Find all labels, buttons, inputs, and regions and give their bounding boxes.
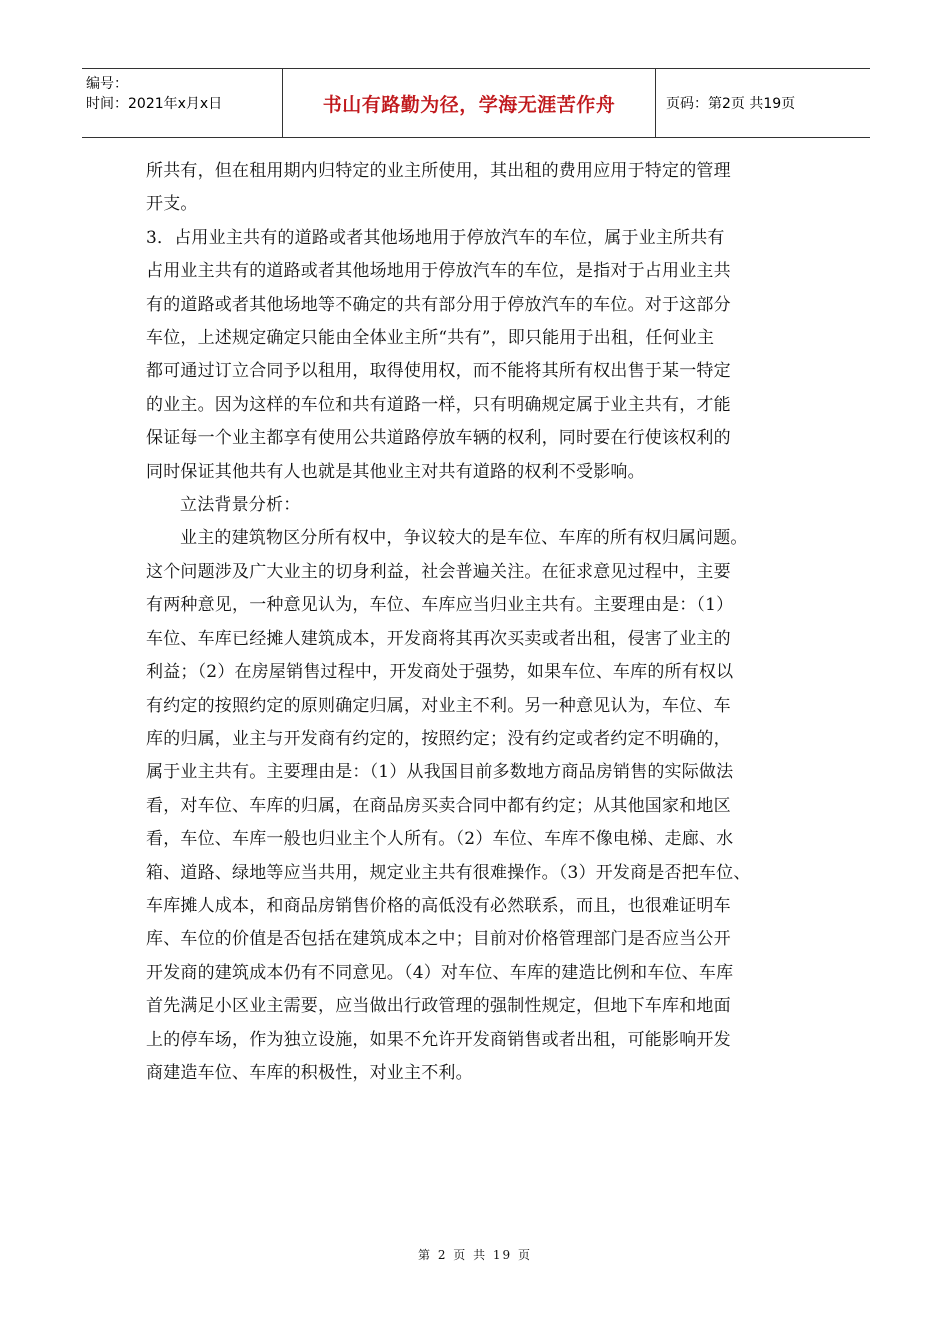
text-line: 车位，上述规定确定只能由全体业主所“共有”，即只能用于出租，任何业主 [146, 328, 715, 349]
page-header [82, 68, 870, 138]
page-footer: 第 2 页 共 19 页 [418, 1248, 532, 1262]
document-number-label: 编号： [86, 76, 128, 92]
text-line: 车库摊人成本，和商品房销售价格的高低没有必然联系，而且，也很难证明车 [146, 895, 731, 916]
text-line: 占用业主共有的道路或者其他场地用于停放汽车的车位，是指对于占用业主共 [146, 261, 731, 282]
text-line: 同时保证其他共有人也就是其他业主对共有道路的权利不受影响。 [146, 461, 645, 482]
text-line: 库的归属，业主与开发商有约定的，按照约定；没有约定或者约定不明确的， [146, 728, 731, 749]
text-line: 有两种意见，一种意见认为，车位、车库应当归业主共有。主要理由是：（1） [146, 595, 734, 616]
text-line: 商建造车位、车库的积极性，对业主不利。 [146, 1062, 473, 1083]
text-line: 业主的建筑物区分所有权中，争议较大的是车位、车库的所有权归属问题。 [180, 528, 748, 549]
text-line: 保证每一个业主都享有使用公共道路停放车辆的权利，同时要在行使该权利的 [146, 428, 731, 449]
text-line: 有的道路或者其他场地等不确定的共有部分用于停放汽车的车位。对于这部分 [146, 294, 731, 315]
header-motto: 书山有路勤为径，学海无涯苦作舟 [282, 69, 656, 137]
text-line: 所共有，但在租用期内归特定的业主所使用，其出租的费用应用于特定的管理 [146, 161, 731, 181]
text-line: 首先满足小区业主需要，应当做出行政管理的强制性规定，但地下车库和地面 [146, 996, 731, 1017]
document-time-label: 时间：2021年x月x日 [86, 96, 223, 112]
text-line: 有约定的按照约定的原则确定归属，对业主不利。另一种意见认为，车位、车 [146, 695, 731, 716]
text-line: 上的停车场，作为独立设施，如果不允许开发商销售或者出租，可能影响开发 [146, 1029, 731, 1050]
text-line: 库、车位的价值是否包括在建筑成本之中；目前对价格管理部门是否应当公开 [146, 929, 731, 950]
document-body [146, 155, 826, 1090]
text-line: 这个问题涉及广大业主的切身利益，社会普遍关注。在征求意见过程中，主要 [146, 561, 731, 582]
text-line: 的业主。因为这样的车位和共有道路一样，只有明确规定属于业主共有，才能 [146, 394, 731, 415]
text-line: 利益；（2）在房屋销售过程中，开发商处于强势，如果车位、车库的所有权以 [146, 662, 734, 683]
subsection-heading: 立法背景分析： [180, 495, 301, 516]
text-line: 都可通过订立合同予以租用，取得使用权，而不能将其所有权出售于某一特定 [146, 361, 731, 382]
header-info-cell [82, 69, 282, 137]
text-line: 看，车位、车库一般也归业主个人所有。（2）车位、车库不像电梯、走廊、水 [146, 829, 734, 850]
text-line: 箱、道路、绿地等应当共用，规定业主共有很难操作。（3）开发商是否把车位、 [146, 862, 751, 883]
text-line: 车位、车库已经摊人建筑成本，开发商将其再次买卖或者出租，侵害了业主的 [146, 628, 731, 649]
text-line: 开支。 [146, 194, 198, 215]
header-page-number: 页码：第2页 共19页 [666, 96, 796, 112]
text-line: 开发商的建筑成本仍有不同意见。（4）对车位、车库的建造比例和车位、车库 [146, 962, 734, 983]
section-heading: 3．占用业主共有的道路或者其他场地用于停放汽车的车位，属于业主所共有 [146, 227, 725, 248]
text-line: 看，对车位、车库的归属，在商品房买卖合同中都有约定；从其他国家和地区 [146, 795, 731, 816]
text-line: 属于业主共有。主要理由是：（1）从我国目前多数地方商品房销售的实际做法 [146, 762, 734, 783]
